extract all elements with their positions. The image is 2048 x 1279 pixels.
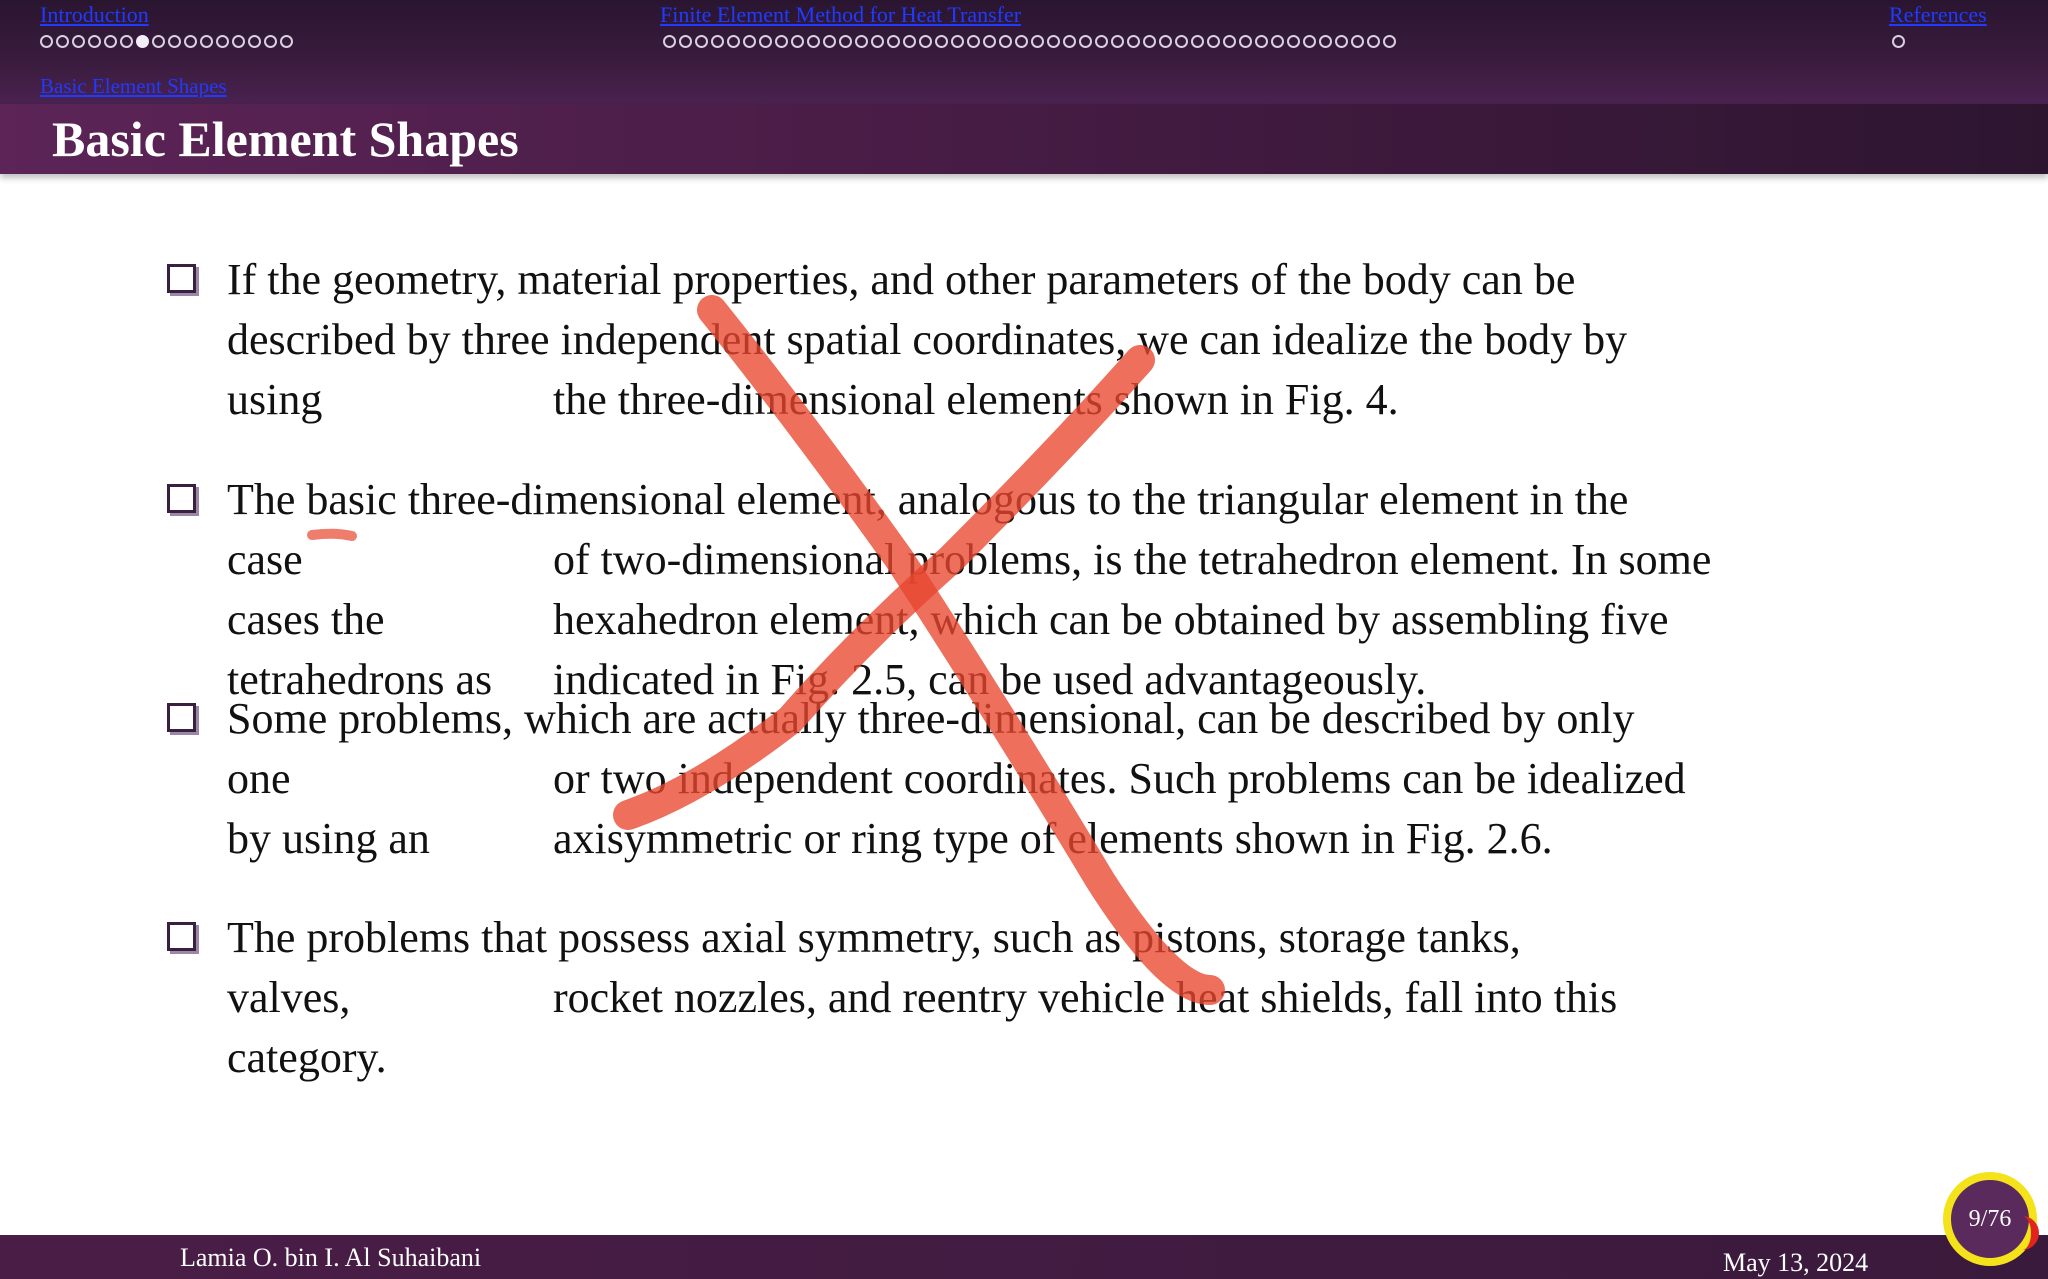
nav-dot[interactable]	[839, 35, 852, 48]
checkbox-bullet-icon	[167, 484, 196, 513]
nav-dot[interactable]	[695, 35, 708, 48]
nav-dot[interactable]	[983, 35, 996, 48]
bullet-text-right: of two-dimensional problems, is the tetrahedron element. In some	[553, 535, 1712, 584]
nav-link-introduction[interactable]: Introduction	[40, 2, 149, 27]
nav-link-references[interactable]: References	[1889, 2, 1987, 27]
nav-dot[interactable]	[935, 35, 948, 48]
nav-dot[interactable]	[743, 35, 756, 48]
nav-dot[interactable]	[999, 35, 1012, 48]
nav-link-subsection[interactable]: Basic Element Shapes	[40, 74, 227, 98]
nav-dot[interactable]	[1335, 35, 1348, 48]
nav-dot[interactable]	[104, 35, 117, 48]
bullet-item	[165, 250, 1627, 430]
nav-dot[interactable]	[1892, 35, 1905, 48]
nav-dot[interactable]	[72, 35, 85, 48]
nav-dot[interactable]	[200, 35, 213, 48]
bullet-text-left: cases the	[227, 595, 385, 644]
bullet-text-row	[165, 590, 1711, 650]
nav-dot[interactable]	[168, 35, 181, 48]
bullet-text-row	[165, 1028, 1617, 1088]
bullet-text-line: Some problems, which are actually three-dimensional, can be described by only	[227, 694, 1635, 743]
nav-dot[interactable]	[1079, 35, 1092, 48]
bullet-text-right: axisymmetric or ring type of elements shown in Fig. 2.6.	[553, 814, 1553, 863]
bullet-text-left: case	[227, 535, 303, 584]
bullet-item	[165, 689, 1686, 869]
bullet-text-row	[165, 809, 1686, 869]
nav-dot[interactable]	[1351, 35, 1364, 48]
bullet-text-left: category.	[227, 1033, 387, 1082]
slide-title: Basic Element Shapes	[52, 111, 519, 167]
nav-dot[interactable]	[759, 35, 772, 48]
nav-dot[interactable]	[887, 35, 900, 48]
nav-dot[interactable]	[871, 35, 884, 48]
nav-dot[interactable]	[1031, 35, 1044, 48]
nav-dot[interactable]	[1303, 35, 1316, 48]
bullet-text-row	[165, 530, 1711, 590]
nav-dot[interactable]	[1095, 35, 1108, 48]
bullet-text-right: the three-dimensional elements shown in Fig. 4.	[553, 375, 1399, 424]
nav-dot[interactable]	[40, 35, 53, 48]
nav-dot[interactable]	[1063, 35, 1076, 48]
nav-dot[interactable]	[919, 35, 932, 48]
nav-dot[interactable]	[1207, 35, 1220, 48]
bullet-text-line: The basic three-dimensional element, analogous to the triangular element in the	[227, 475, 1629, 524]
nav-dot[interactable]	[1319, 35, 1332, 48]
nav-dot[interactable]	[88, 35, 101, 48]
page-number: 9/76	[1968, 1206, 2012, 1232]
checkbox-bullet-icon	[167, 264, 196, 293]
nav-dot[interactable]	[855, 35, 868, 48]
nav-dot[interactable]	[232, 35, 245, 48]
nav-dot[interactable]	[967, 35, 980, 48]
nav-dot[interactable]	[727, 35, 740, 48]
bullet-text-row	[165, 749, 1686, 809]
nav-dot[interactable]	[152, 35, 165, 48]
bullet-item	[165, 908, 1617, 1088]
nav-dot[interactable]	[1383, 35, 1396, 48]
checkbox-bullet-icon	[167, 703, 196, 732]
bullet-text-left: by using an	[227, 814, 430, 863]
nav-dot[interactable]	[1047, 35, 1060, 48]
bullet-text-row	[165, 370, 1627, 430]
nav-dot[interactable]	[775, 35, 788, 48]
nav-dot[interactable]	[791, 35, 804, 48]
nav-dot[interactable]	[1367, 35, 1380, 48]
nav-dot[interactable]	[248, 35, 261, 48]
nav-dot[interactable]	[136, 35, 149, 48]
title-bar	[0, 104, 2048, 174]
nav-dot[interactable]	[184, 35, 197, 48]
bullet-text-right: rocket nozzles, and reentry vehicle heat shields, fall into this	[553, 973, 1618, 1022]
bullet-text-row	[165, 968, 1617, 1028]
checkbox-bullet-icon	[167, 922, 196, 951]
nav-dot[interactable]	[823, 35, 836, 48]
nav-dot[interactable]	[903, 35, 916, 48]
footer-date: May 13, 2024	[1723, 1248, 1869, 1277]
page-number-badge[interactable]	[1943, 1172, 2037, 1266]
nav-dot[interactable]	[1271, 35, 1284, 48]
nav-dot[interactable]	[1159, 35, 1172, 48]
nav-dot[interactable]	[1287, 35, 1300, 48]
nav-dot[interactable]	[1239, 35, 1252, 48]
nav-dot[interactable]	[280, 35, 293, 48]
bullet-text-line: The problems that possess axial symmetry, such as pistons, storage tanks,	[227, 913, 1521, 962]
bullet-text-left: using	[227, 375, 323, 424]
navigation-bar	[0, 0, 2048, 104]
bullet-text-line: If the geometry, material properties, and other parameters of the body can be	[227, 255, 1576, 304]
nav-dot[interactable]	[1255, 35, 1268, 48]
nav-dots-finite-element-method	[663, 35, 1396, 48]
nav-dot[interactable]	[1191, 35, 1204, 48]
bullet-text-left: tetrahedrons as	[227, 655, 493, 704]
bullet-text-left: valves,	[227, 973, 351, 1022]
nav-dot[interactable]	[1111, 35, 1124, 48]
nav-link-finite-element-method[interactable]: Finite Element Method for Heat Transfer	[660, 2, 1022, 27]
nav-dots-references	[1892, 35, 1905, 48]
nav-dot[interactable]	[807, 35, 820, 48]
footer-author: Lamia O. bin I. Al Suhaibani	[180, 1243, 482, 1272]
bullet-text-row	[165, 310, 1627, 370]
nav-dot[interactable]	[1015, 35, 1028, 48]
nav-dot[interactable]	[711, 35, 724, 48]
nav-dot[interactable]	[951, 35, 964, 48]
nav-dot[interactable]	[56, 35, 69, 48]
bullet-item	[165, 470, 1711, 710]
nav-dot[interactable]	[120, 35, 133, 48]
bullet-text-left: one	[227, 754, 291, 803]
bullet-text-right: indicated in Fig. 2.5, can be used advantageously.	[553, 655, 1427, 704]
bullet-text-right: hexahedron element, which can be obtained by assembling five	[553, 595, 1669, 644]
nav-dots-introduction	[40, 35, 293, 48]
nav-dot[interactable]	[264, 35, 277, 48]
nav-dot[interactable]	[216, 35, 229, 48]
footer-bar	[0, 1235, 2048, 1279]
bullet-text-right: or two independent coordinates. Such problems can be idealized	[553, 754, 1686, 803]
nav-dot[interactable]	[679, 35, 692, 48]
nav-dot[interactable]	[1223, 35, 1236, 48]
nav-dot[interactable]	[663, 35, 676, 48]
nav-dot[interactable]	[1127, 35, 1140, 48]
bullet-text-left: described by three independent spatial coordinates, we can idealize the body by	[227, 315, 1628, 364]
nav-dot[interactable]	[1143, 35, 1156, 48]
nav-dot[interactable]	[1175, 35, 1188, 48]
